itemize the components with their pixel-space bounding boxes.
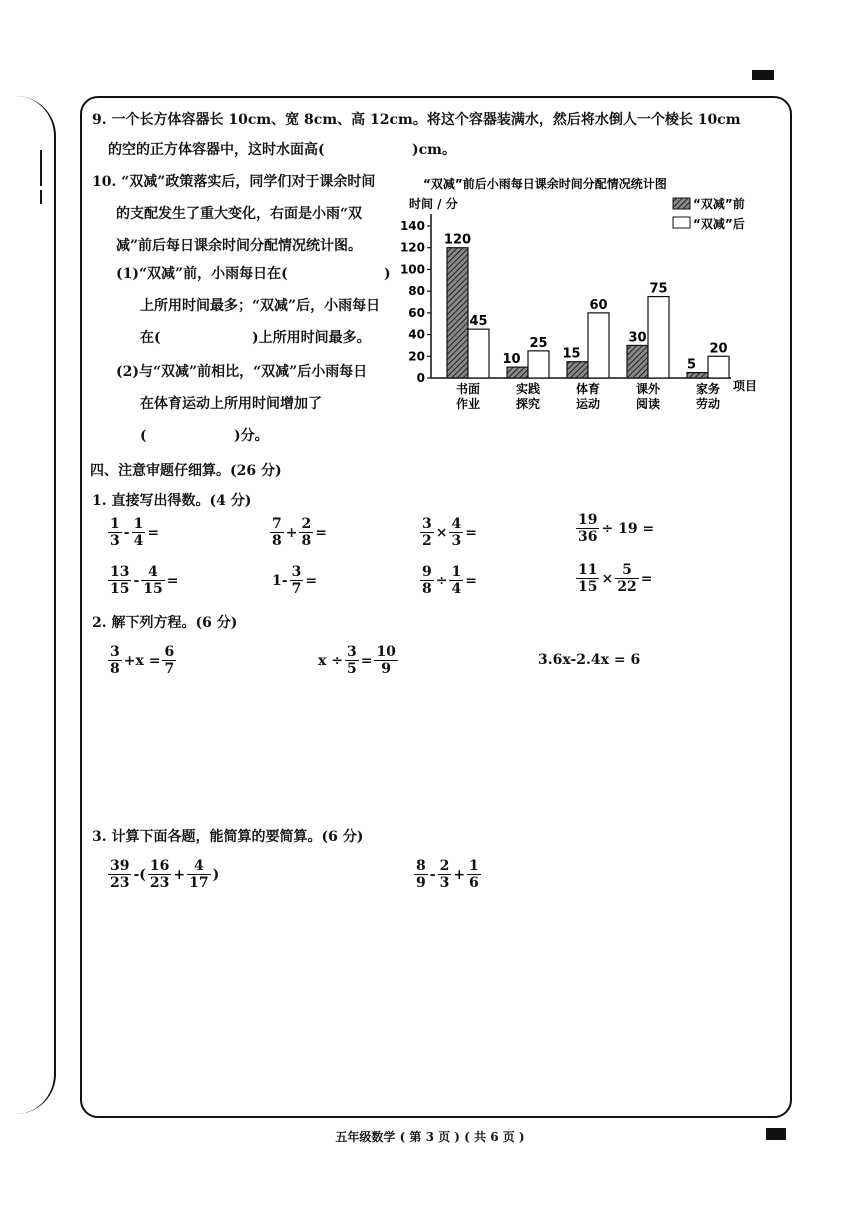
chart-x-tick-label: 课外 — [635, 382, 661, 396]
q10-p1-e: )上所用时间最多。 — [252, 330, 371, 346]
chart-legend — [673, 196, 745, 231]
q10-line3: 减”前后每日课余时间分配情况统计图。 — [116, 238, 363, 254]
chart-x-tick-label: 体育 — [575, 382, 601, 396]
legend-label-before: “双减”前 — [693, 197, 745, 211]
chart-bar — [708, 356, 729, 378]
chart-bar — [528, 351, 549, 378]
q10-p2-c: ( — [140, 428, 147, 444]
simplify-2: $\frac{8}{9}$ - $\frac{2}{3}$ + $\frac{1}{6}$ — [416, 858, 479, 891]
chart-data-label: 15 — [562, 346, 581, 362]
chart-data-label: 75 — [649, 281, 668, 297]
binding-tick — [40, 150, 42, 186]
section4-sub2: 2. 解下列方程。(6 分) — [92, 615, 238, 631]
chart-x-tick-label: 探究 — [515, 397, 541, 411]
q10-line1: 10. “双减”政策落实后，同学们对于课余时间 — [92, 174, 376, 190]
chart-y-label: 时间 / 分 — [409, 197, 458, 211]
chart-data-label: 25 — [529, 335, 548, 351]
simplify-1: $\frac{39}{23}$ -( $\frac{16}{23}$ + $\frac{4}{17}$ ) — [110, 858, 220, 891]
chart-x-tick-label: 阅读 — [635, 397, 661, 411]
section4-title: 四、注意审题仔细算。(26 分) — [90, 463, 282, 479]
q9-line2-b: )cm。 — [412, 142, 456, 158]
chart-bar — [627, 345, 648, 378]
q10-line2: 的支配发生了重大变化，右面是小雨“双 — [116, 206, 363, 222]
chart-y-tick-label: 80 — [408, 284, 425, 299]
expr-2: $\frac{7}{8}$ + $\frac{2}{8}$ = — [272, 516, 327, 549]
section4-sub3: 3. 计算下面各题，能简算的要简算。(6 分) — [92, 829, 364, 845]
chart-y-tick-label: 0 — [416, 371, 425, 385]
corner-mark — [752, 70, 774, 80]
chart-data-label: 20 — [709, 341, 728, 357]
q10-p1-b: ) — [384, 266, 391, 282]
q9-line1: 9. 一个长方体容器长 10cm、宽 8cm、高 12cm。将这个容器装满水，然后将水倒人一个棱长 10cm — [92, 112, 741, 128]
chart-x-tick-label: 作业 — [455, 397, 481, 411]
q10-p2-a: (2)与“双减”前相比，“双减”后小雨每日 — [116, 364, 368, 380]
chart-data-label: 120 — [443, 232, 472, 248]
chart-data-label: 45 — [469, 314, 488, 330]
chart-y-tick-label: 60 — [408, 305, 425, 320]
expr-5: $\frac{13}{15}$ - $\frac{4}{15}$ = — [110, 564, 179, 597]
chart-bar — [648, 297, 669, 378]
q10-p2-b: 在体育运动上所用时间增加了 — [140, 396, 322, 412]
chart-x-tick-label: 家务 — [695, 382, 721, 396]
expr-8: $\frac{11}{15}$ × $\frac{5}{22}$ = — [578, 562, 653, 595]
q10-p1-a: (1)“双减”前，小雨每日在( — [116, 266, 288, 282]
bar-chart — [395, 168, 775, 430]
chart-x-tick-label: 运动 — [575, 397, 601, 411]
chart-x-tick-label: 书面 — [455, 382, 481, 396]
chart-bar — [567, 362, 588, 378]
chart-bar — [447, 248, 468, 378]
q9-line2-a: 的空的正方体容器中，这时水面高( — [108, 142, 325, 158]
chart-x-label: 项目 — [733, 379, 758, 393]
chart-y-tick-label: 100 — [399, 262, 425, 277]
chart-x-tick-label: 劳动 — [695, 397, 721, 411]
chart-data-label: 10 — [502, 352, 521, 368]
expr-1: $\frac{1}{3}$ - $\frac{1}{4}$ = — [110, 516, 160, 549]
chart-y-tick-label: 20 — [408, 349, 425, 364]
expr-7: $\frac{9}{8}$ ÷ $\frac{1}{4}$ = — [422, 564, 477, 597]
q10-p1-c: 上所用时间最多；“双减”后，小雨每日 — [140, 298, 381, 314]
chart-bar — [507, 367, 528, 378]
legend-swatch-after — [673, 217, 690, 228]
chart-y-tick-label: 120 — [399, 240, 425, 255]
equation-2: x ÷ $\frac{3}{5}$ = $\frac{10}{9}$ — [318, 644, 396, 677]
chart-data-label: 5 — [686, 357, 697, 373]
expr-3: $\frac{3}{2}$ × $\frac{4}{3}$ = — [422, 516, 477, 549]
equation-1: $\frac{3}{8}$ +x = $\frac{6}{7}$ — [110, 644, 175, 677]
legend-swatch-before — [673, 198, 690, 209]
page-footer: 五年级数学 ( 第 3 页 ) ( 共 6 页 ) — [335, 1130, 525, 1144]
chart-bar — [588, 313, 609, 378]
expr-4: $\frac{19}{36}$ ÷ 19 = — [578, 512, 655, 545]
chart-bar — [468, 329, 489, 378]
expr-6: 1- $\frac{3}{7}$ = — [272, 564, 318, 597]
equation-3: 3.6x-2.4x = 6 — [538, 652, 641, 668]
legend-label-after: “双减”后 — [693, 217, 745, 231]
q10-p1-d: 在( — [140, 330, 161, 346]
binding-tick — [40, 190, 42, 204]
section4-sub1: 1. 直接写出得数。(4 分) — [92, 493, 252, 509]
binding-edge — [6, 96, 56, 1114]
q10-p2-d: )分。 — [234, 428, 269, 444]
chart-y-tick-label: 40 — [408, 327, 425, 342]
chart-bar — [687, 373, 708, 378]
chart-y-tick-label: 140 — [399, 219, 425, 233]
chart-x-tick-label: 实践 — [515, 382, 541, 396]
chart-title: “双减”前后小雨每日课余时间分配情况统计图 — [423, 177, 667, 191]
chart-data-label: 30 — [628, 330, 647, 346]
chart-data-label: 60 — [589, 297, 608, 313]
